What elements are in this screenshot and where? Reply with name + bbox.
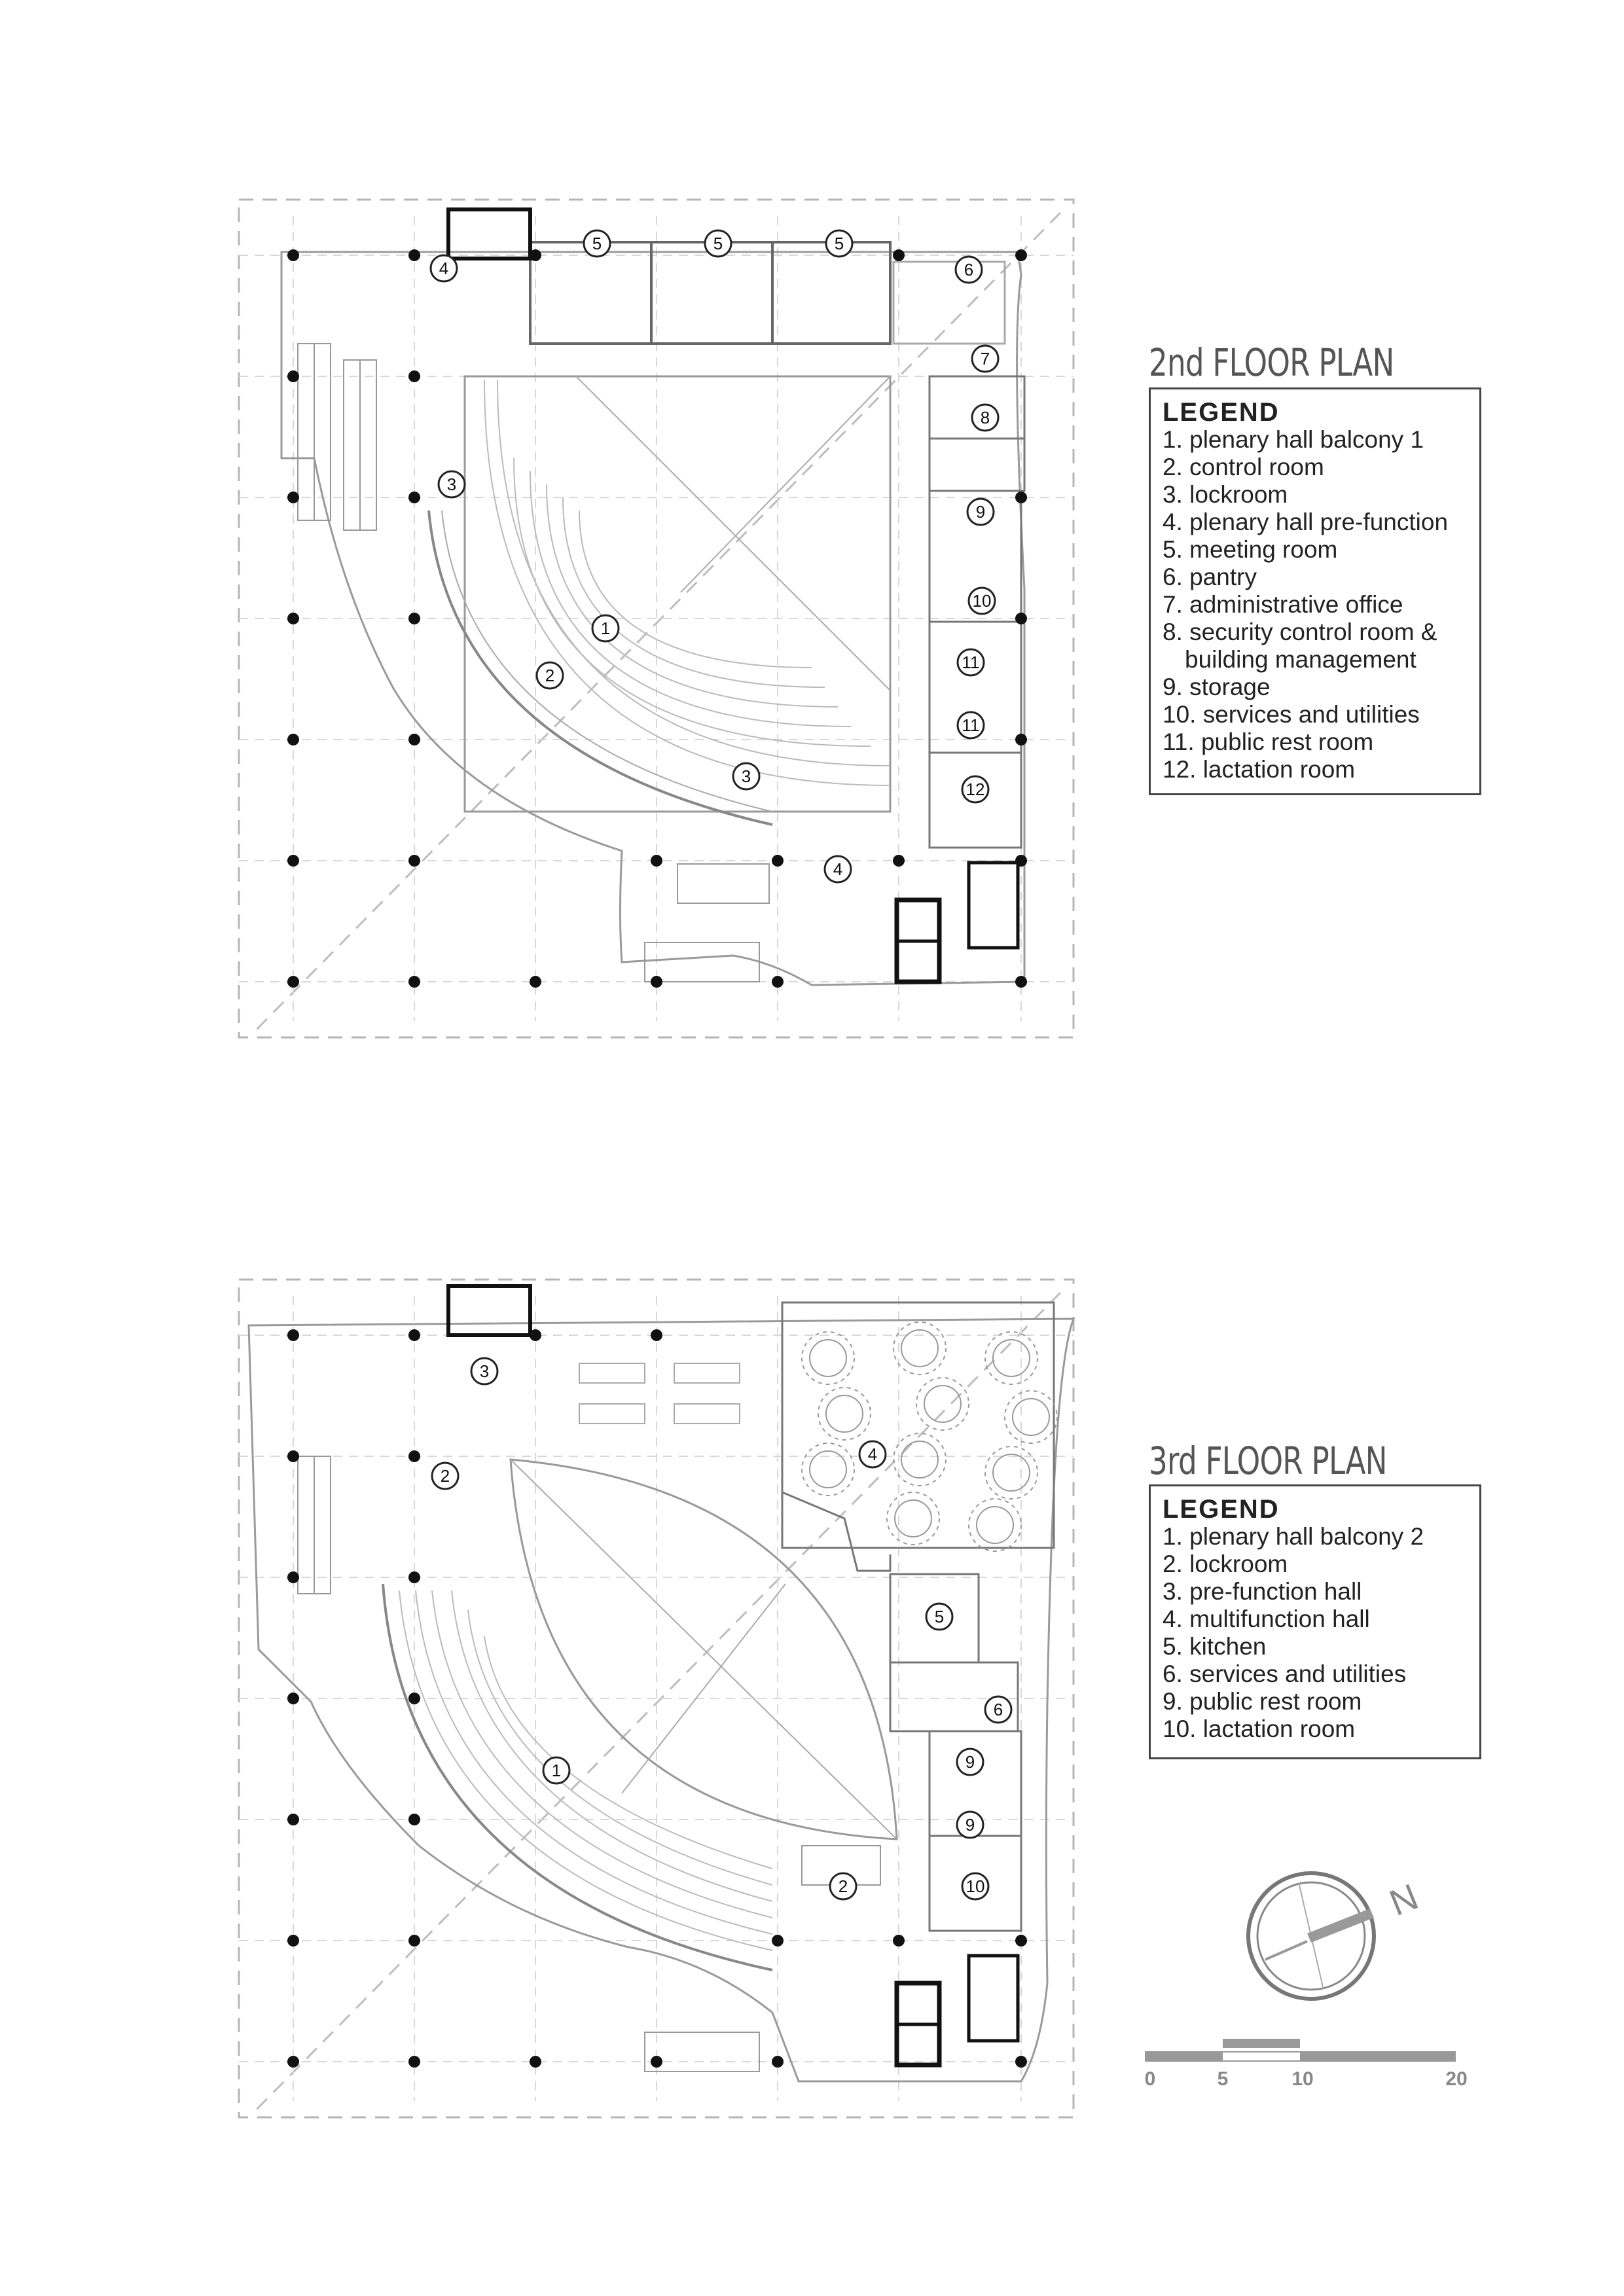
structural-column [1015,492,1027,503]
structural-column [408,855,420,867]
room-number-tag [733,763,759,789]
round-table [1013,1399,1049,1435]
structural-column [1015,249,1027,261]
legend-3rd-floor [1149,1484,1481,1759]
round-table [810,1340,846,1376]
structural-column [772,1935,784,1946]
room-number-tag [967,499,994,525]
structural-column [287,1571,299,1583]
round-table [924,1386,961,1422]
structural-column [651,855,662,867]
structural-column [772,855,784,867]
room-number-tag [705,230,731,257]
structural-column [893,1935,905,1946]
room-number-tag [969,588,995,614]
room-number-tag [431,255,457,281]
room-number-tag [972,404,998,431]
structural-column [408,976,420,988]
room-number-tag [859,1441,886,1467]
scale-label: 10 [1291,2068,1314,2090]
room-number: 3 [446,475,457,494]
room-number-tag [471,1358,497,1384]
room-number-tag [432,1463,458,1489]
legend-item: 3. pre-function hall [1163,1578,1362,1605]
structural-column [530,2056,541,2068]
room-number: 9 [965,1815,975,1835]
room-number-tag [956,257,982,283]
structural-column [287,1693,299,1704]
legend-item: 5. kitchen [1163,1633,1267,1660]
room-number: 8 [980,408,990,427]
structural-column [287,976,299,988]
legend-item: 6. pantry [1163,564,1257,590]
third-floor-plan [239,1280,1074,2117]
structural-column [408,1450,420,1462]
legend-item: building management [1185,646,1416,673]
structural-column [893,249,905,261]
room-number: 7 [980,349,990,368]
legend-item: 6. services and utilities [1163,1660,1407,1687]
room-number: 4 [439,259,449,278]
room-number: 5 [934,1607,945,1626]
room-number: 4 [867,1444,878,1464]
room-number: 6 [964,260,974,279]
room-number: 5 [834,234,844,253]
room-number-tag [926,1604,952,1630]
room-number-tag [439,471,465,497]
room-number-tag [958,712,984,738]
room-number-tag [584,230,610,257]
legend-item: 1. plenary hall balcony 1 [1163,426,1424,453]
plan-title-2nd-floor: 2nd FLOOR PLAN [1149,340,1394,385]
legend-item: 4. plenary hall pre-function [1163,509,1449,535]
round-table [993,1454,1030,1491]
legend-heading: LEGEND [1163,1495,1280,1524]
structural-column [408,1935,420,1946]
room-number: 3 [741,766,751,786]
structural-column [287,1814,299,1825]
room-number-tag [957,1749,983,1775]
structural-column [287,855,299,867]
structural-column [1015,855,1027,867]
structural-column [287,492,299,503]
structural-column [1015,976,1027,988]
structural-column [530,249,541,261]
scale-label: 20 [1445,2068,1468,2090]
room-number-tag [962,776,988,802]
second-floor-plan [239,200,1074,1037]
structural-column [408,370,420,382]
structural-column [287,249,299,261]
room-number: 6 [993,1700,1003,1719]
room-number: 5 [713,234,723,253]
structural-column [651,2056,662,2068]
scale-bar [1146,2039,1455,2061]
room-number: 10 [972,591,992,611]
legend-item: 2. lockroom [1163,1551,1288,1577]
room-number-tag [957,1812,983,1838]
room-number: 10 [965,1876,985,1896]
structural-column [287,2056,299,2068]
north-label: N [1383,1875,1424,1924]
legend-heading: LEGEND [1163,398,1280,427]
structural-column [287,734,299,745]
room-number: 2 [838,1876,848,1896]
structural-column [408,734,420,745]
room-number-tag [825,856,851,882]
structural-column [408,613,420,624]
structural-column [1015,734,1027,745]
legend-item: 3. lockroom [1163,481,1288,508]
round-table [895,1500,931,1537]
structural-column [408,249,420,261]
legend-item: 10. lactation room [1163,1715,1356,1742]
room-number-tag [962,1873,988,1899]
structural-column [651,1329,662,1341]
room-number: 9 [965,1752,975,1772]
structural-column [893,855,905,867]
structural-column [1015,2056,1027,2068]
room-number-tag [543,1757,569,1784]
room-number: 3 [479,1361,490,1381]
north-arrow-icon [1248,1873,1424,1999]
structural-column [408,1693,420,1704]
structural-column [287,370,299,382]
scale-label: 5 [1217,2068,1229,2090]
legend-item: 5. meeting room [1163,536,1338,563]
structural-column [408,2056,420,2068]
room-number-tag [537,662,563,689]
structural-column [408,1814,420,1825]
legend-item: 4. multifunction hall [1163,1605,1370,1632]
legend-item: 11. public rest room [1163,728,1374,755]
room-number-tag [830,1873,856,1899]
room-number: 2 [545,666,555,685]
structural-column [1015,613,1027,624]
structural-column [408,492,420,503]
room-number: 11 [962,653,980,672]
round-table [901,1441,938,1478]
structural-column [408,1571,420,1583]
structural-column [287,1329,299,1341]
room-number: 1 [600,619,611,638]
room-number: 2 [440,1466,450,1486]
room-number-tag [826,230,852,257]
legend-item: 7. administrative office [1163,591,1403,618]
legend-item: 10. services and utilities [1163,701,1420,728]
legend-item: 1. plenary hall balcony 2 [1163,1523,1424,1550]
structural-column [287,613,299,624]
room-number: 1 [551,1761,562,1780]
structural-column [530,1329,541,1341]
room-number: 5 [592,234,602,253]
scale-label: 0 [1144,2068,1156,2090]
legend-item: 9. storage [1163,673,1271,700]
structural-column [287,1450,299,1462]
round-table [993,1340,1030,1376]
structural-column [772,976,784,988]
structural-column [408,1329,420,1341]
round-table [826,1395,863,1432]
legend-item: 8. security control room & [1163,619,1437,645]
structural-column [287,1935,299,1946]
structural-column [530,976,541,988]
room-number: 12 [965,780,985,799]
structural-column [772,2056,784,2068]
legend-item: 12. lactation room [1163,756,1356,783]
plan-title-3rd-floor: 3rd FLOOR PLAN [1149,1439,1387,1483]
room-number-tag [985,1696,1011,1723]
structural-column [651,976,662,988]
legend-item: 9. public rest room [1163,1688,1362,1715]
round-table [977,1507,1013,1543]
legend-2nd-floor [1149,387,1481,795]
legend-item: 2. control room [1163,454,1324,480]
room-number-tag [592,615,619,641]
room-number-tag [958,649,984,675]
room-number: 9 [975,502,986,522]
structural-column [1015,1935,1027,1946]
room-number: 11 [962,715,980,735]
room-number: 4 [833,859,843,879]
room-number-tag [972,346,998,372]
